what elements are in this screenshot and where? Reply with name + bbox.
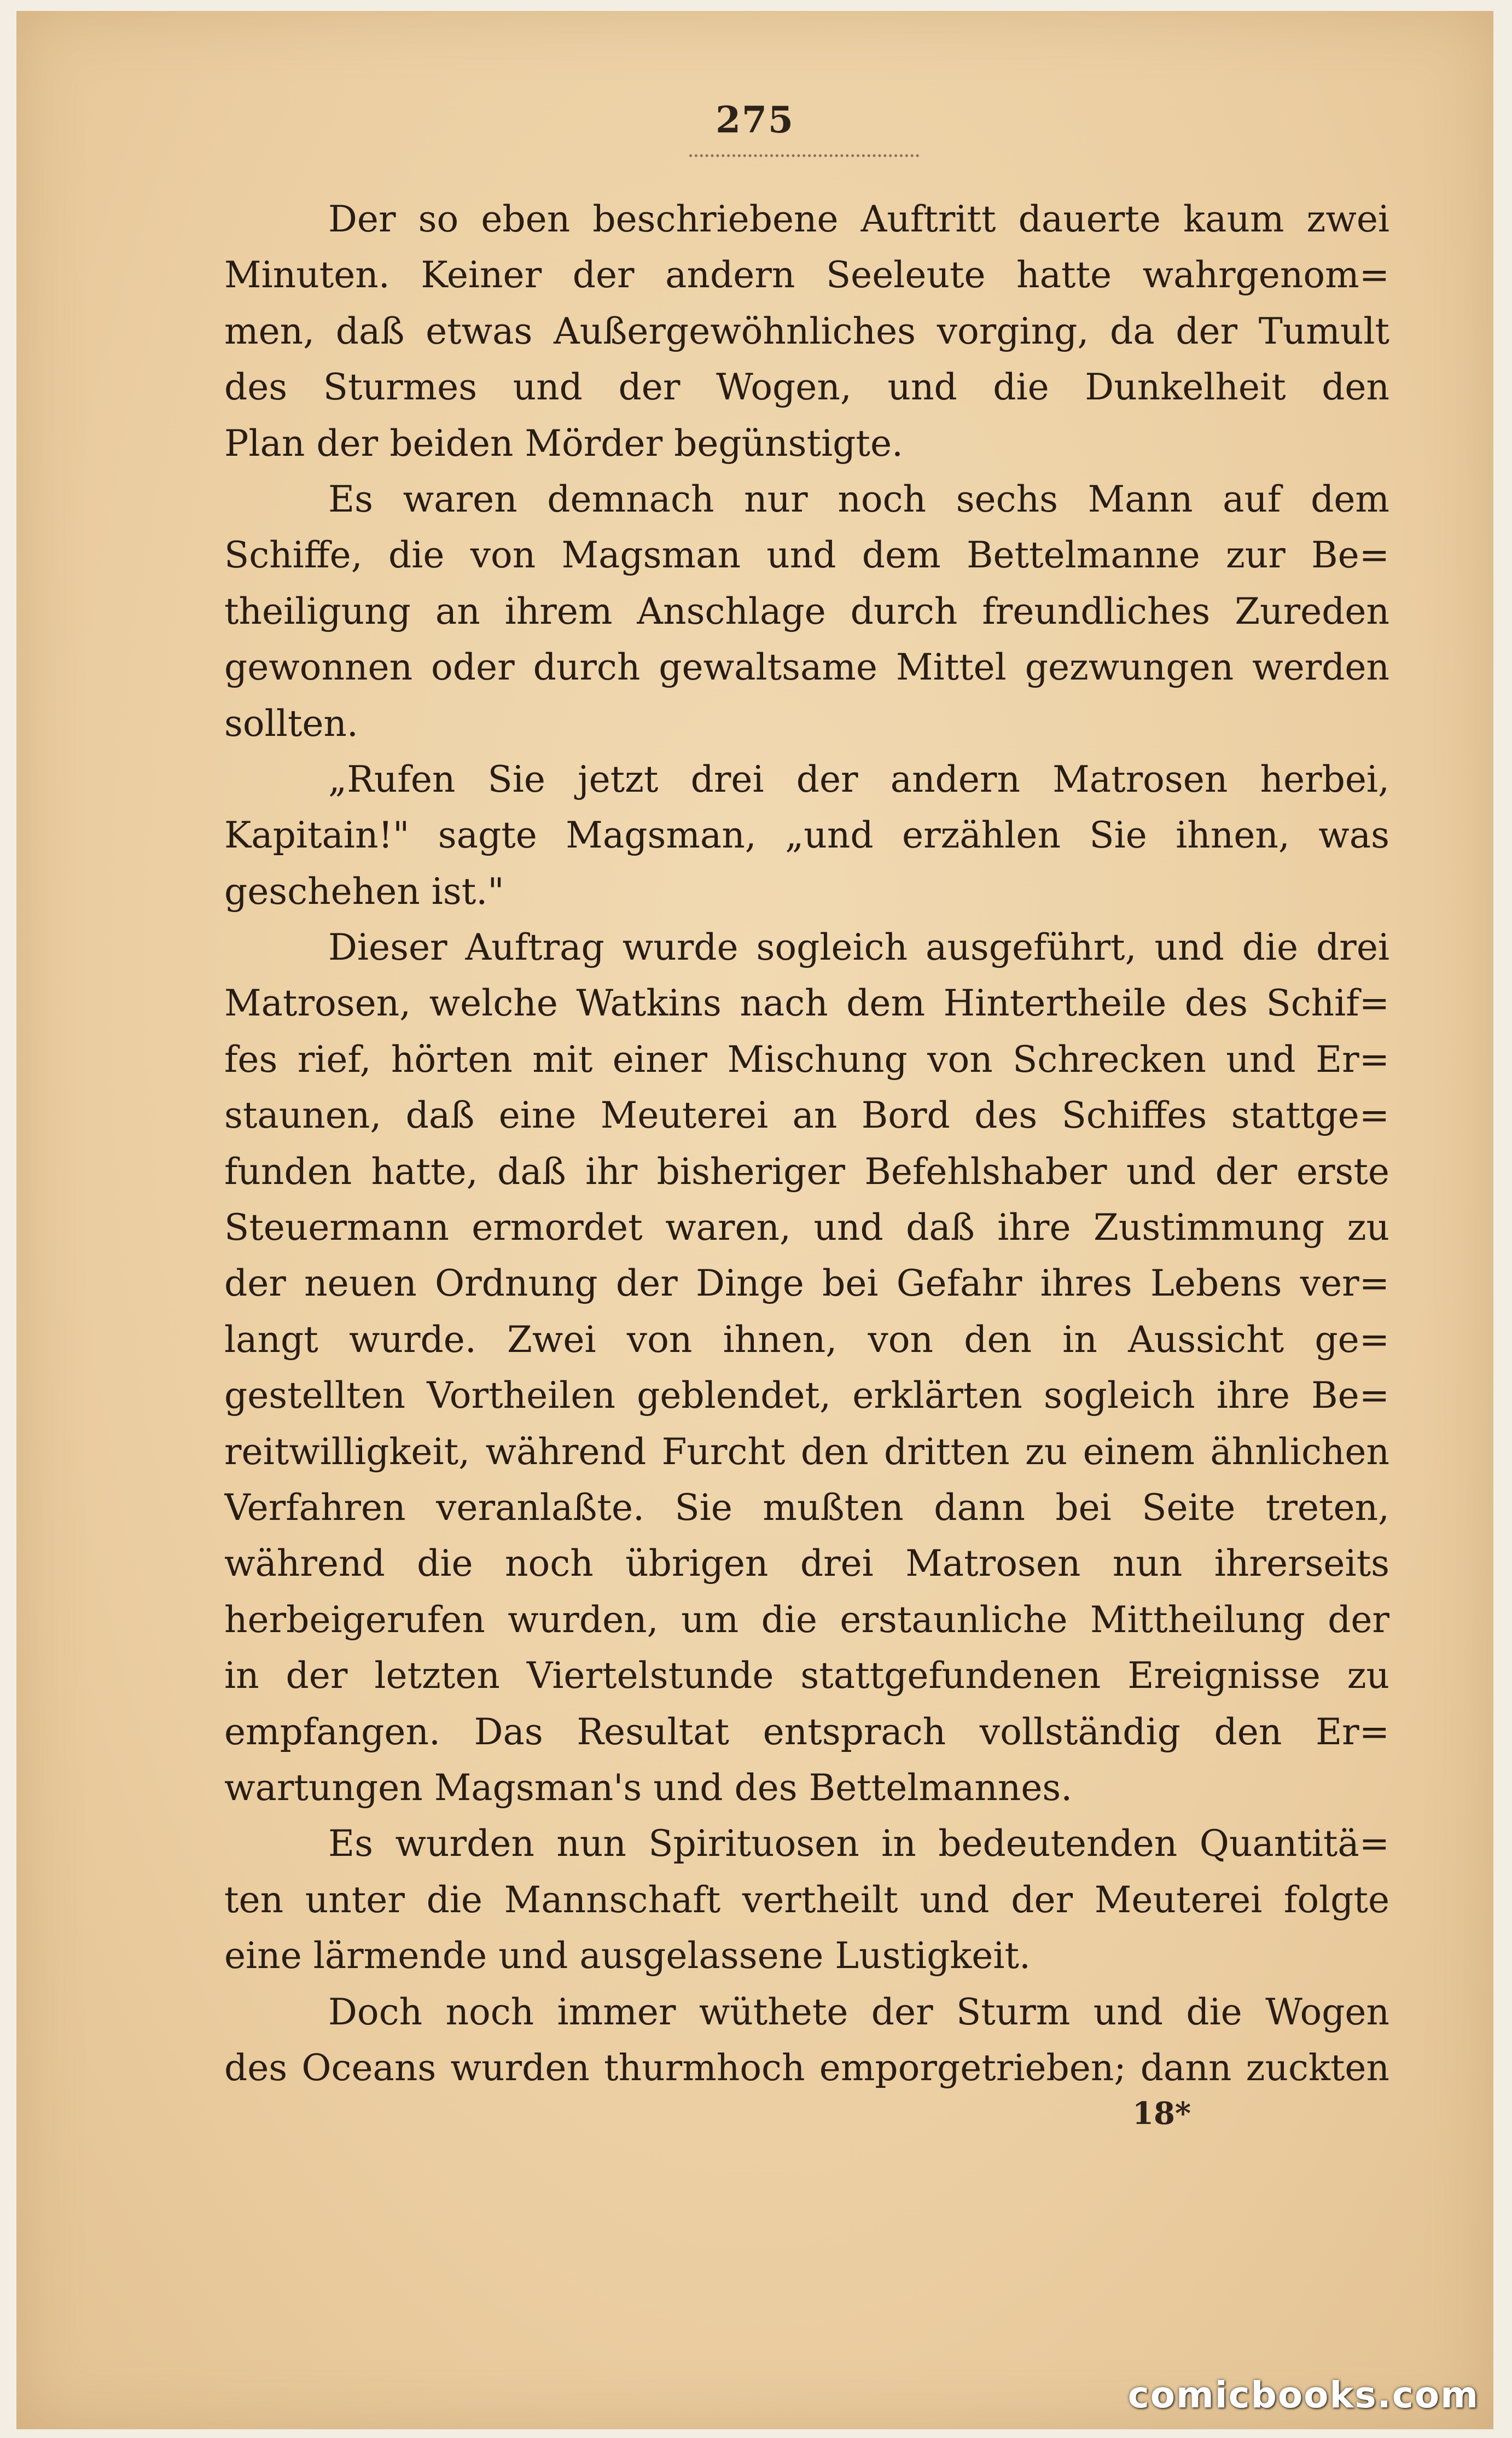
text-line: des Oceans wurden thurmhoch emporgetrieben; dann zuckten [224, 2046, 1389, 2089]
text-line: gestellten Vortheilen geblendet, erklärten sogleich ihre Be= [224, 1374, 1389, 1417]
text-line: ten unter die Mannschaft vertheilt und der Meuterei folgte [224, 1878, 1389, 1921]
text-line: sollten. [224, 702, 358, 745]
text-line: wartungen Magsman's und des Bettelmannes. [224, 1766, 1073, 1809]
text-line: der neuen Ordnung der Dinge bei Gefahr ihres Lebens ver= [224, 1262, 1389, 1305]
text-line: fes rief, hörten mit einer Mischung von Schrecken und Er= [224, 1038, 1389, 1081]
page-number: 275 [716, 98, 794, 141]
text-line: herbeigerufen wurden, um die erstaunliche Mittheilung der [224, 1598, 1389, 1641]
text-line: Doch noch immer wüthete der Sturm und die Wogen [328, 1990, 1389, 2033]
text-line: staunen, daß eine Meuterei an Bord des Schiffes stattge= [224, 1094, 1389, 1137]
text-line: des Sturmes und der Wogen, und die Dunkelheit den [224, 366, 1389, 409]
text-line: langt wurde. Zwei von ihnen, von den in Aussicht ge= [224, 1318, 1389, 1361]
text-line: geschehen ist." [224, 870, 504, 913]
header-ornament [689, 154, 919, 162]
text-line: „Rufen Sie jetzt drei der andern Matrosen herbei, [328, 758, 1389, 800]
text-line: Plan der beiden Mörder begünstigte. [224, 422, 903, 465]
text-line: Verfahren veranlaßte. Sie mußten dann bei Seite treten, [224, 1486, 1389, 1529]
watermark: comicbooks.com [1127, 2374, 1479, 2416]
text-line: Es waren demnach nur noch sechs Mann auf dem [328, 478, 1389, 520]
signature-mark: 18* [1132, 2095, 1191, 2132]
book-page [16, 11, 1493, 2429]
text-line: gewonnen oder durch gewaltsame Mittel gezwungen werden [224, 646, 1389, 689]
text-line: Der so eben beschriebene Auftritt dauerte kaum zwei [328, 198, 1389, 240]
text-line: eine lärmende und ausgelassene Lustigkeit. [224, 1935, 1031, 1977]
text-line: während die noch übrigen drei Matrosen nun ihrerseits [224, 1542, 1389, 1585]
text-line: Es wurden nun Spirituosen in bedeutenden Quantitä= [328, 1822, 1389, 1865]
text-line: in der letzten Viertelstunde stattgefundenen Ereignisse zu [224, 1655, 1389, 1697]
text-line: Matrosen, welche Watkins nach dem Hintertheile des Schif= [224, 982, 1389, 1025]
text-line: Schiffe, die von Magsman und dem Bettelmanne zur Be= [224, 534, 1389, 577]
text-line: Steuermann ermordet waren, und daß ihre Zustimmung zu [224, 1206, 1389, 1249]
text-line: theiligung an ihrem Anschlage durch freundliches Zureden [224, 590, 1389, 632]
text-line: men, daß etwas Außergewöhnliches vorging, da der Tumult [224, 310, 1389, 352]
text-line: funden hatte, daß ihr bisheriger Befehlshaber und der erste [224, 1150, 1389, 1193]
body-text [224, 191, 1389, 2096]
text-line: Dieser Auftrag wurde sogleich ausgeführt, und die drei [328, 926, 1389, 969]
text-line: Kapitain!" sagte Magsman, „und erzählen Sie ihnen, was [224, 814, 1389, 857]
text-line: Minuten. Keiner der andern Seeleute hatte wahrgenom= [224, 254, 1389, 297]
text-line: reitwilligkeit, während Furcht den dritten zu einem ähnlichen [224, 1430, 1389, 1473]
text-line: empfangen. Das Resultat entsprach vollständig den Er= [224, 1710, 1389, 1753]
